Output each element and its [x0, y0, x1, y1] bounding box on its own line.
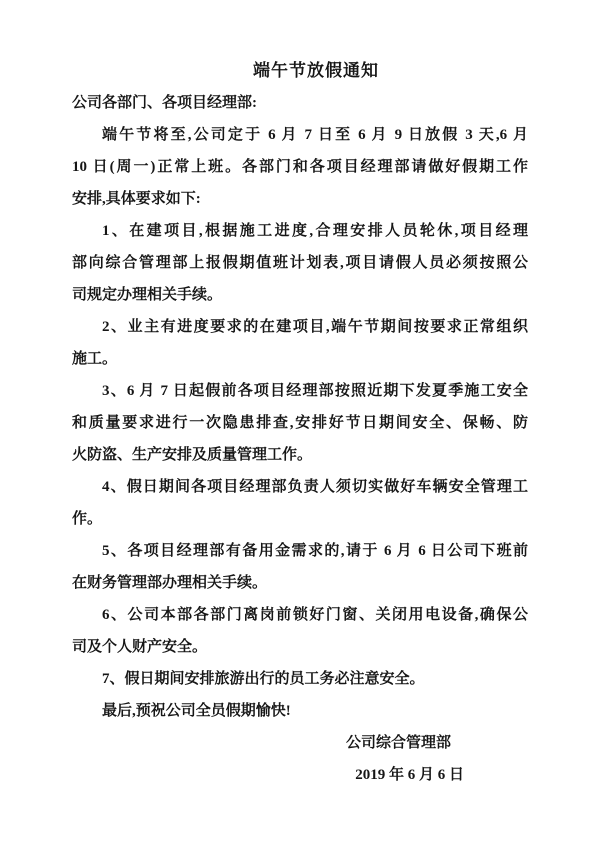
- body-line: 施工。: [72, 351, 118, 367]
- body-line: 端午节将至,公司定于 6 月 7 日至 6 月 9 日放假 3 天,6 月: [102, 127, 528, 143]
- closing-line: 最后,预祝公司全员假期愉快!: [102, 703, 291, 719]
- body-line: 司及个人财产安全。: [72, 639, 208, 655]
- body-line: 5、各项目经理部有备用金需求的,请于 6 月 6 日公司下班前: [102, 543, 528, 559]
- body-line: 作。: [72, 511, 103, 527]
- salutation-line: 公司各部门、各项目经理部:: [72, 95, 257, 111]
- body-line: 1、在建项目,根据施工进度,合理安排人员轮休,项目经理: [102, 223, 528, 239]
- body-line: 部向综合管理部上报假期值班计划表,项目请假人员必须按照公: [72, 255, 528, 271]
- body-line: 2、业主有进度要求的在建项目,端午节期间按要求正常组织: [102, 319, 528, 335]
- body-line: 安排,具体要求如下:: [72, 191, 201, 207]
- body-line: 7、假日期间安排旅游出行的员工务必注意安全。: [102, 671, 425, 687]
- notice-title: 端午节放假通知: [253, 61, 379, 80]
- signature-date: 2019 年 6 月 6 日: [355, 767, 464, 783]
- signature-department: 公司综合管理部: [345, 735, 451, 751]
- body-line: 火防盗、生产安排及质量管理工作。: [72, 447, 313, 463]
- body-line: 10 日(周一)正常上班。各部门和各项目经理部请做好假期工作: [72, 159, 528, 175]
- body-line: 和质量要求进行一次隐患排查,安排好节日期间安全、保畅、防: [72, 415, 528, 431]
- body-line: 司规定办理相关手续。: [72, 287, 223, 303]
- body-line: 3、6 月 7 日起假前各项目经理部按照近期下发夏季施工安全: [102, 383, 528, 399]
- body-line: 4、假日期间各项目经理部负责人须切实做好车辆安全管理工: [102, 479, 528, 495]
- body-line: 6、公司本部各部门离岗前锁好门窗、关闭用电设备,确保公: [102, 607, 528, 623]
- body-line: 在财务管理部办理相关手续。: [72, 575, 268, 591]
